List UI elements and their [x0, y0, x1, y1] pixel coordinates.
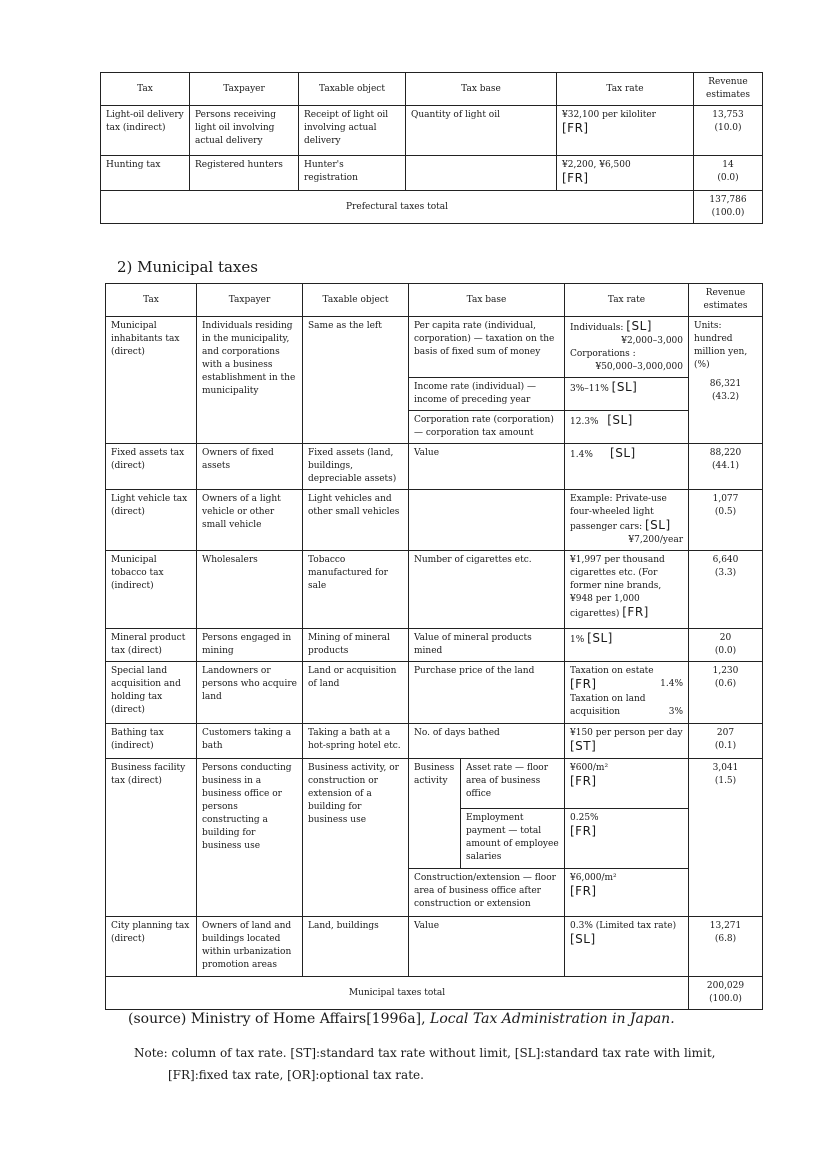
cell-revenue [689, 917, 763, 977]
total-percent: (100.0) [709, 994, 742, 1004]
municipal-tax-table [105, 283, 763, 1010]
rate-tag: [FR] [570, 774, 597, 788]
cell-rate [565, 551, 689, 629]
rate-text: 3%–11% [570, 384, 609, 394]
table-row [106, 724, 763, 759]
total-value: 137,786 [709, 195, 747, 205]
header-taxable-object: Taxable object [303, 284, 409, 317]
cell-taxpayer: Persons conducting business in a business office or persons constructing a building for business use [197, 759, 303, 917]
cell-base: Purchase price of the land [409, 662, 565, 724]
revenue-value: 88,220 [709, 448, 742, 458]
cell-base [409, 490, 565, 551]
header-taxpayer: Taxpayer [197, 284, 303, 317]
header-tax-base: Tax base [406, 73, 557, 106]
cell-rate [565, 869, 689, 917]
cell-taxpayer: Persons receiving light oil involving actual delivery [190, 106, 299, 156]
header-taxable-object: Taxable object [299, 73, 406, 106]
table-row [106, 662, 763, 724]
revenue-percent: (0.5) [714, 507, 737, 517]
rate-text: Taxation on estate [570, 666, 654, 676]
cell-rate [565, 444, 689, 490]
cell-object: Light vehicles and other small vehicles [303, 490, 409, 551]
rate-tag: [SL] [644, 518, 671, 532]
cell-employment-base: Employment payment — total amount of employee salaries [461, 809, 565, 869]
rate-tag: [SL] [587, 631, 613, 645]
cell-base: Value [409, 917, 565, 977]
total-revenue [694, 191, 763, 224]
cell-revenue [689, 724, 763, 759]
cell-revenue [689, 759, 763, 917]
total-label: Municipal taxes total [106, 977, 689, 1010]
cell-taxpayer: Customers taking a bath [197, 724, 303, 759]
header-tax-rate: Tax rate [557, 73, 694, 106]
revenue-percent: (0.1) [714, 741, 737, 751]
total-revenue [689, 977, 763, 1010]
cell-taxpayer: Registered hunters [190, 156, 299, 191]
rate-tag: [SL] [570, 932, 596, 946]
revenue-value: 20 [719, 633, 732, 643]
cell-rate [565, 662, 689, 724]
rate-text: 0.3% (Limited tax rate) [570, 921, 677, 931]
header-tax: Tax [101, 73, 190, 106]
cell-rate [557, 106, 694, 156]
cell-base [406, 156, 557, 191]
cell-object: Land, buildings [303, 917, 409, 977]
rate-text: Example: Private-use four-wheeled light passenger cars: [570, 494, 667, 532]
rate-tag: [ST] [570, 739, 597, 753]
rate-text: ¥150 per person per day [570, 728, 683, 738]
cell-revenue [689, 629, 763, 662]
cell-tax: Hunting tax [101, 156, 190, 191]
revenue-value: 1,230 [712, 666, 739, 676]
table-row [106, 490, 763, 551]
cell-object: Receipt of light oil involving actual delivery [299, 106, 406, 156]
rate-text: ¥32,100 per kiloliter [562, 110, 656, 120]
table-row [106, 444, 763, 490]
cell-base: Value of mineral products mined [409, 629, 565, 662]
rate-text: ¥2,200, ¥6,500 [562, 160, 631, 170]
rate-tag: [FR] [570, 824, 597, 838]
cell-construction-base: Construction/extension — floor area of business office after construction or extension [409, 869, 565, 917]
rate-tag: [FR] [562, 121, 589, 135]
prefectural-tax-table [100, 72, 763, 224]
rate-text: 0.25% [570, 813, 599, 823]
cell-rate [557, 156, 694, 191]
cell-revenue [689, 444, 763, 490]
table-header-row [101, 73, 763, 106]
cell-base: Corporation rate (corporation) — corporation tax amount [409, 411, 565, 444]
table-row [106, 917, 763, 977]
cell-tax: Fixed assets tax (direct) [106, 444, 197, 490]
rate-text: Taxation on land acquisition [570, 694, 646, 717]
cell-revenue [689, 317, 763, 444]
rate-tag: [FR] [622, 605, 649, 619]
cell-taxpayer: Individuals residing in the municipality, and corporations with a business establishment in the municipality [197, 317, 303, 444]
header-tax: Tax [106, 284, 197, 317]
cell-tax: Special land acquisition and holding tax (direct) [106, 662, 197, 724]
source-prefix: (source) Ministry of Home Affairs[1996a], [128, 1011, 426, 1027]
table-row [106, 629, 763, 662]
total-value: 200,029 [706, 981, 745, 991]
cell-base: No. of days bathed [409, 724, 565, 759]
revenue-percent: (0.6) [714, 679, 737, 689]
cell-taxpayer: Landowners or persons who acquire land [197, 662, 303, 724]
units-label: Units: hundred million yen, (%) [694, 321, 748, 370]
cell-rate [565, 759, 689, 809]
table-row [101, 106, 763, 156]
header-taxpayer: Taxpayer [190, 73, 299, 106]
revenue-percent: (0.0) [714, 646, 737, 656]
revenue-value: 14 [722, 160, 734, 170]
rate-tag: [FR] [570, 677, 597, 691]
rate-text: ¥2,000–3,000 [621, 336, 683, 346]
cell-revenue [694, 156, 763, 191]
cell-rate [565, 317, 689, 378]
rate-text: ¥1,997 per thousand cigarettes etc. (For former nine brands, ¥948 per 1,000 cigarettes) [570, 555, 665, 619]
rate-tag: [SL] [611, 380, 638, 394]
rate-tag: [SL] [610, 446, 636, 460]
cell-rate [565, 378, 689, 411]
rate-text: ¥7,200/year [628, 535, 683, 545]
cell-rate [565, 490, 689, 551]
cell-tax: Light-oil delivery tax (indirect) [101, 106, 190, 156]
header-revenue: Revenue estimates [694, 73, 763, 106]
total-row [101, 191, 763, 224]
cell-business-activity: Business activity [409, 759, 461, 869]
revenue-value: 3,041 [712, 763, 739, 773]
cell-object: Tobacco manufactured for sale [303, 551, 409, 629]
cell-tax: Municipal tobacco tax (indirect) [106, 551, 197, 629]
rate-text: Corporations : [570, 349, 636, 359]
cell-base: Quantity of light oil [406, 106, 557, 156]
table-row [106, 551, 763, 629]
rate-text: Individuals: [570, 323, 624, 333]
revenue-percent: (43.2) [711, 392, 740, 402]
cell-taxpayer: Wholesalers [197, 551, 303, 629]
cell-rate [565, 809, 689, 869]
cell-tax: City planning tax (direct) [106, 917, 197, 977]
cell-revenue [694, 106, 763, 156]
header-revenue: Revenue estimates [689, 284, 763, 317]
revenue-value: 6,640 [712, 555, 739, 565]
source-title: Local Tax Administration in Japan. [430, 1011, 675, 1027]
rate-text: 1% [570, 635, 585, 645]
cell-asset-rate-base: Asset rate — floor area of business office [461, 759, 565, 809]
revenue-value: 13,271 [709, 921, 742, 931]
total-label: Prefectural taxes total [101, 191, 694, 224]
cell-base: Value [409, 444, 565, 490]
cell-taxpayer: Owners of land and buildings located within urbanization promotion areas [197, 917, 303, 977]
revenue-percent: (44.1) [711, 461, 740, 471]
revenue-percent: (6.8) [714, 934, 737, 944]
cell-object: Fixed assets (land, buildings, depreciable assets) [303, 444, 409, 490]
header-tax-rate: Tax rate [565, 284, 689, 317]
revenue-percent: (10.0) [714, 123, 742, 133]
rate-tag: [FR] [562, 171, 589, 185]
rate-text: 1.4% [570, 450, 593, 460]
cell-taxpayer: Persons engaged in mining [197, 629, 303, 662]
cell-object: Hunter's registration [299, 156, 406, 191]
table-row [106, 317, 763, 378]
revenue-percent: (1.5) [714, 776, 737, 786]
cell-rate [565, 724, 689, 759]
rate-text: ¥6,000/m² [570, 873, 617, 883]
revenue-value: 1,077 [712, 494, 739, 504]
cell-object: Mining of mineral products [303, 629, 409, 662]
rate-text: ¥600/m² [570, 763, 609, 773]
cell-object: Same as the left [303, 317, 409, 444]
note-line-1: Note: column of tax rate. [ST]:standard tax rate without limit, [SL]:standard tax rate with limit, [134, 1046, 716, 1060]
rate-tag: [SL] [626, 319, 652, 333]
note-line-2: [FR]:fixed tax rate, [OR]:optional tax rate. [168, 1068, 424, 1082]
rate-text: 1.4% [660, 679, 683, 689]
cell-base: Per capita rate (individual, corporation) — taxation on the basis of fixed sum of money [409, 317, 565, 378]
rate-text: 12.3% [570, 417, 599, 427]
cell-revenue [689, 551, 763, 629]
cell-tax: Bathing tax (indirect) [106, 724, 197, 759]
revenue-percent: (3.3) [714, 568, 737, 578]
rate-tag: [FR] [570, 884, 597, 898]
cell-tax: Municipal inhabitants tax (direct) [106, 317, 197, 444]
table-header-row [106, 284, 763, 317]
cell-revenue [689, 490, 763, 551]
header-tax-base: Tax base [409, 284, 565, 317]
cell-tax: Light vehicle tax (direct) [106, 490, 197, 551]
cell-object: Land or acquisition of land [303, 662, 409, 724]
total-row [106, 977, 763, 1010]
cell-taxpayer: Owners of fixed assets [197, 444, 303, 490]
rate-tag: [SL] [607, 413, 633, 427]
cell-rate [565, 411, 689, 444]
cell-tax: Business facility tax (direct) [106, 759, 197, 917]
source-citation [128, 1011, 675, 1027]
rate-text: 3% [668, 707, 683, 717]
cell-base: Income rate (individual) — income of preceding year [409, 378, 565, 411]
total-percent: (100.0) [711, 208, 745, 218]
table-row [101, 156, 763, 191]
rate-text: ¥50,000–3,000,000 [595, 362, 683, 372]
table-row [106, 759, 763, 809]
revenue-value: 13,753 [712, 110, 744, 120]
cell-tax: Mineral product tax (direct) [106, 629, 197, 662]
revenue-value: 86,321 [709, 379, 742, 389]
cell-rate [565, 917, 689, 977]
cell-taxpayer: Owners of a light vehicle or other small vehicle [197, 490, 303, 551]
cell-revenue [689, 662, 763, 724]
cell-rate [565, 629, 689, 662]
cell-object: Business activity, or construction or extension of a building for business use [303, 759, 409, 917]
revenue-value: 207 [716, 728, 735, 738]
cell-object: Taking a bath at a hot-spring hotel etc. [303, 724, 409, 759]
cell-base: Number of cigarettes etc. [409, 551, 565, 629]
revenue-percent: (0.0) [717, 173, 739, 183]
section-title: 2) Municipal taxes [117, 258, 258, 276]
